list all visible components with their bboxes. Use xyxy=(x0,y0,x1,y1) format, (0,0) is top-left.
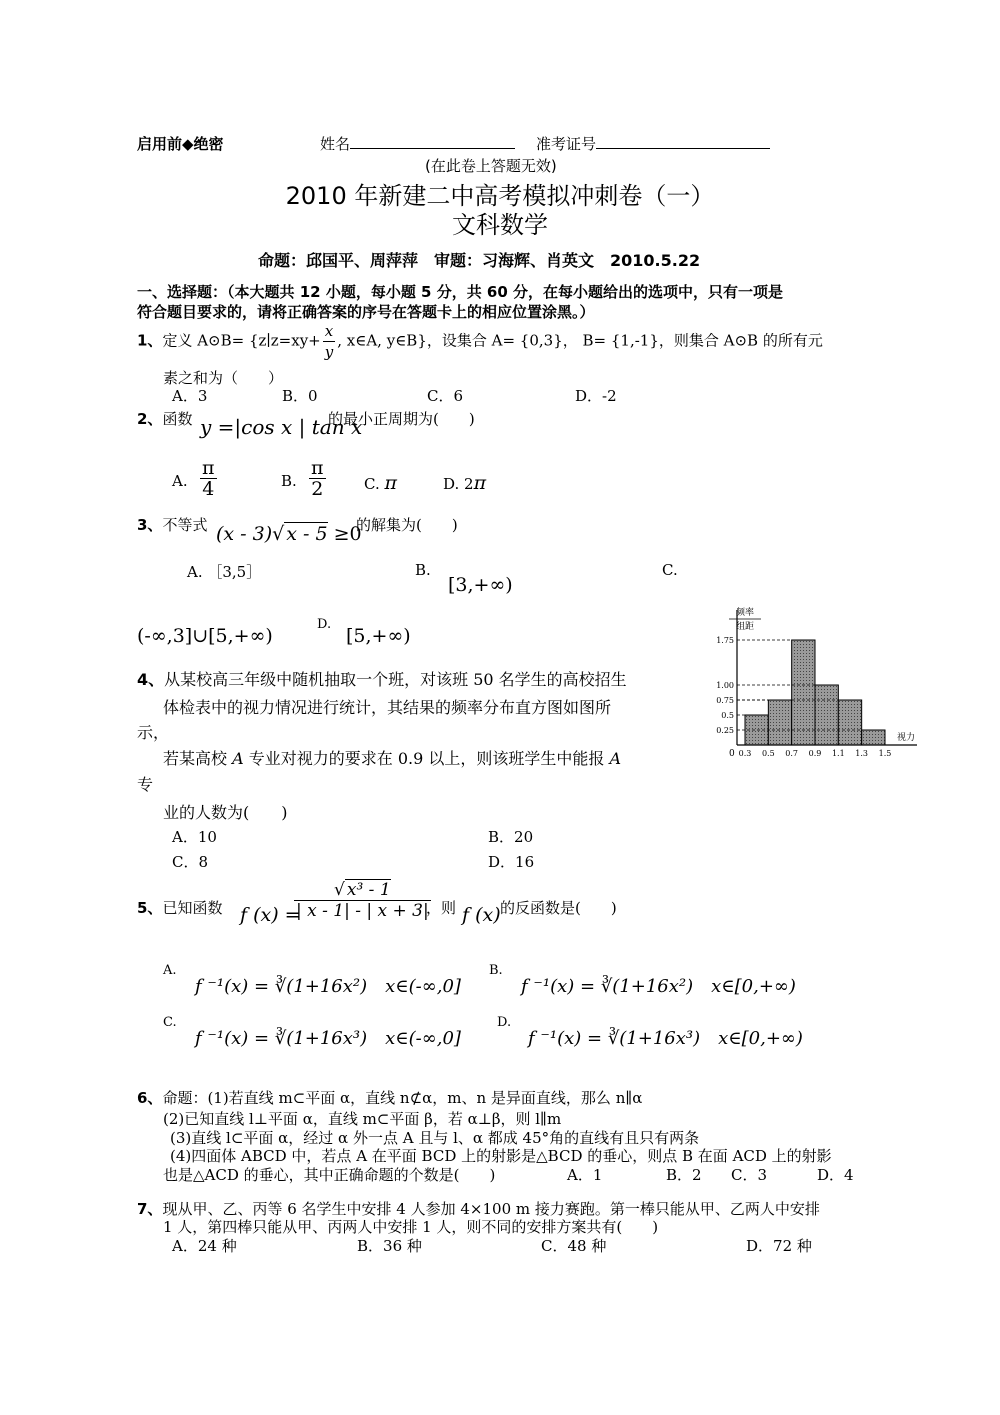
q5-f-mid: f (x) xyxy=(462,904,501,926)
q1-option-d[interactable]: D．-2 xyxy=(575,387,617,405)
q6-line3: (3)直线 l⊂平面 α，经过 α 外一点 A 且与 l、α 都成 45°角的直线有且只有两条 xyxy=(170,1129,700,1147)
q5-option-c-label[interactable]: C. xyxy=(163,1015,177,1030)
q4-line6: 业的人数为( ) xyxy=(163,803,288,822)
q6-option-a[interactable]: A．1 xyxy=(567,1166,603,1184)
q4-line5: 专 xyxy=(137,775,154,794)
q6-option-d[interactable]: D．4 xyxy=(817,1166,854,1184)
exam-id-field[interactable] xyxy=(536,133,770,154)
svg-text:组距: 组距 xyxy=(735,622,755,632)
q4-option-d[interactable]: D．16 xyxy=(488,853,535,871)
y-tick-label: 1.00 xyxy=(716,681,734,690)
section-heading: 一、选择题：（本大题共 12 小题，每小题 5 分，共 60 分，在每小题给出的选项中，只有一项是 xyxy=(137,283,784,301)
histogram-bar xyxy=(768,700,791,745)
q5-option-b[interactable]: f ⁻¹(x) = ∛(1+16x²) x∈[0,+∞) xyxy=(521,976,796,997)
q3-post: 的解集为( ) xyxy=(356,516,458,534)
q5-mid: ，则 xyxy=(426,899,457,917)
q5-fraction: $\frac{\text{√ x³ - 1}}{| x - 1| - | x + 3|}$ xyxy=(296,880,429,921)
q3-option-a[interactable]: A. ［3,5］ xyxy=(187,563,262,581)
section-heading-line2: 符合题目要求的，请将正确答案的序号在答题卡上的相应位置涂黑。） xyxy=(137,303,595,321)
y-tick-label: 0.5 xyxy=(721,711,734,720)
q2-option-b-frac: $\frac{\pi}{2}$ xyxy=(311,457,324,500)
vision-histogram xyxy=(695,605,920,770)
question-5 xyxy=(137,897,222,918)
q5-option-d[interactable]: f ⁻¹(x) = ∛(1+16x³) x∈[0,+∞) xyxy=(528,1028,803,1049)
histogram-bar xyxy=(862,730,885,745)
q3-option-b[interactable]: [3,+∞) xyxy=(448,574,513,596)
q4-line4: 若某高校 A 专业对视力的要求在 0.9 以上，则该班学生中能报 A xyxy=(163,749,622,768)
q3-option-d-label[interactable]: D. xyxy=(317,617,332,632)
q4-option-b[interactable]: B．20 xyxy=(488,828,534,846)
question-1 xyxy=(137,321,823,362)
q7-option-c[interactable]: C．48 种 xyxy=(541,1237,607,1255)
q6-line5: 也是△ACD 的垂心，其中正确命题的个数是( ) xyxy=(163,1166,496,1184)
name-label: 姓名 xyxy=(320,135,351,153)
q5-option-d-label[interactable]: D. xyxy=(497,1015,512,1030)
y-tick-label: 0.75 xyxy=(716,696,734,705)
x-tick-label: 1.3 xyxy=(855,749,869,758)
q2-option-d[interactable]: D. 2π xyxy=(443,472,487,494)
y-axis-label xyxy=(729,606,761,632)
q4-line2: 体检表中的视力情况进行统计，其结果的频率分布直方图如图所 xyxy=(163,698,612,717)
svg-text:频率: 频率 xyxy=(735,608,755,618)
y-tick-label: 0.25 xyxy=(716,726,734,735)
q5-post: 的反函数是( ) xyxy=(500,899,617,917)
q3-formula: (x - 3)√ x - 5 ≥0 xyxy=(216,523,362,545)
q2-formula: y =|cos x | tan x xyxy=(200,415,363,439)
x-tick-label: 0.5 xyxy=(761,749,775,758)
question-6 xyxy=(137,1087,642,1108)
q1-option-c[interactable]: C．6 xyxy=(427,387,464,405)
name-field[interactable] xyxy=(320,133,515,154)
q3-option-d[interactable]: [5,+∞) xyxy=(346,625,411,647)
q1-text-b: , x∈A, y∈B}，设集合 A= {0,3}， B= {1,-1}，则集合 A⊙B 的所有元 xyxy=(337,331,823,350)
exam-id-label: 准考证号 xyxy=(536,135,597,153)
q3-pre: 不等式 xyxy=(162,516,208,534)
q2-post: 的最小正周期为( ) xyxy=(328,410,475,428)
x-tick-label: 1.5 xyxy=(878,749,892,758)
q7-line2: 1 人，第四棒只能从甲、丙两人中安排 1 人，则不同的安排方案共有( ) xyxy=(163,1218,659,1236)
q4-option-c[interactable]: C．8 xyxy=(172,853,209,871)
q2-option-b[interactable]: B. xyxy=(281,472,297,490)
x-tick-label: 0.9 xyxy=(808,749,822,758)
question-3 xyxy=(137,514,207,535)
q2-pre: 函数 xyxy=(162,410,193,428)
q1-option-a[interactable]: A．3 xyxy=(172,387,208,405)
q5-option-b-label[interactable]: B. xyxy=(489,963,503,978)
q1-fraction: $\frac{x}{y}$ xyxy=(324,322,334,361)
histogram-bar xyxy=(815,685,838,745)
q6-line1: 命题：(1)若直线 m⊂平面 α，直线 n⊄α，m、n 是异面直线，那么 n∥α xyxy=(162,1089,643,1107)
x-tick-label: 0.7 xyxy=(785,749,799,758)
authors-line: 命题：邱国平、周萍萍 审题：习海辉、肖英文 2010.5.22 xyxy=(258,251,701,270)
q5-option-c[interactable]: f ⁻¹(x) = ∛(1+16x³) x∈(-∞,0] xyxy=(195,1028,461,1049)
page-subtitle: 文科数学 xyxy=(452,211,548,239)
q5-pre: 已知函数 xyxy=(162,899,223,917)
q5-option-a-label[interactable]: A. xyxy=(163,963,177,978)
invalid-note: (在此卷上答题无效) xyxy=(425,157,557,175)
q6-number: 6、 xyxy=(137,1089,163,1107)
q3-option-c-label[interactable]: C. xyxy=(662,561,678,579)
q3-number: 3、 xyxy=(137,516,163,534)
q7-option-d[interactable]: D．72 种 xyxy=(746,1237,812,1255)
q1-text: 定义 A⊙B= {z∣z=xy+ xyxy=(162,331,321,350)
origin-label: 0 xyxy=(729,749,735,759)
q2-option-a[interactable]: A. xyxy=(172,472,188,490)
q6-option-c[interactable]: C．3 xyxy=(731,1166,768,1184)
q5-f-left: f (x) = xyxy=(240,904,301,926)
histogram-bar xyxy=(792,640,815,745)
q4-option-a[interactable]: A．10 xyxy=(172,828,217,846)
q2-option-a-frac: $\frac{\pi}{4}$ xyxy=(202,457,215,500)
page-title: 2010 年新建二中高考模拟冲刺卷（一） xyxy=(285,182,715,210)
q1-text-c: 素之和为（ ） xyxy=(163,369,284,387)
q4-line3: 示， xyxy=(137,723,170,742)
y-tick-label: 1.75 xyxy=(716,636,734,645)
question-4 xyxy=(137,667,627,690)
q1-number: 1、 xyxy=(137,331,163,350)
q5-number: 5、 xyxy=(137,899,163,917)
histogram-bar xyxy=(838,700,861,745)
secret-label: 启用前◆绝密 xyxy=(137,135,224,153)
q6-option-b[interactable]: B．2 xyxy=(666,1166,702,1184)
q4-line1: 从某校高三年级中随机抽取一个班，对该班 50 名学生的高校招生 xyxy=(164,670,627,689)
q1-option-b[interactable]: B．0 xyxy=(282,387,318,405)
x-tick-label: 1.1 xyxy=(831,749,845,758)
q4-number: 4、 xyxy=(137,670,165,689)
q7-option-a[interactable]: A．24 种 xyxy=(172,1237,237,1255)
q6-line2: (2)已知直线 l⊥平面 α，直线 m⊂平面 β，若 α⊥β，则 l∥m xyxy=(163,1110,562,1128)
q2-number: 2、 xyxy=(137,410,163,428)
x-axis-label: 视力 xyxy=(897,733,916,743)
q7-option-b[interactable]: B．36 种 xyxy=(357,1237,422,1255)
q7-number: 7、 xyxy=(137,1200,163,1218)
q7-line1: 现从甲、乙、丙等 6 名学生中安排 4 人参加 4×100 m 接力赛跑。第一棒只能从甲、乙两人中安排 xyxy=(162,1200,820,1218)
q5-option-a[interactable]: f ⁻¹(x) = ∛(1+16x²) x∈(-∞,0] xyxy=(195,976,461,997)
x-tick-label: 0.3 xyxy=(738,749,752,758)
q2-option-c[interactable]: C. π xyxy=(364,472,397,494)
q6-line4: (4)四面体 ABCD 中，若点 A 在平面 BCD 上的射影是△BCD 的垂心，则点 B 在面 ACD 上的射影 xyxy=(170,1147,832,1165)
q3-option-c[interactable]: (-∞,3]∪[5,+∞) xyxy=(137,625,273,647)
question-2 xyxy=(137,408,192,429)
q3-option-b-label[interactable]: B. xyxy=(415,561,431,579)
